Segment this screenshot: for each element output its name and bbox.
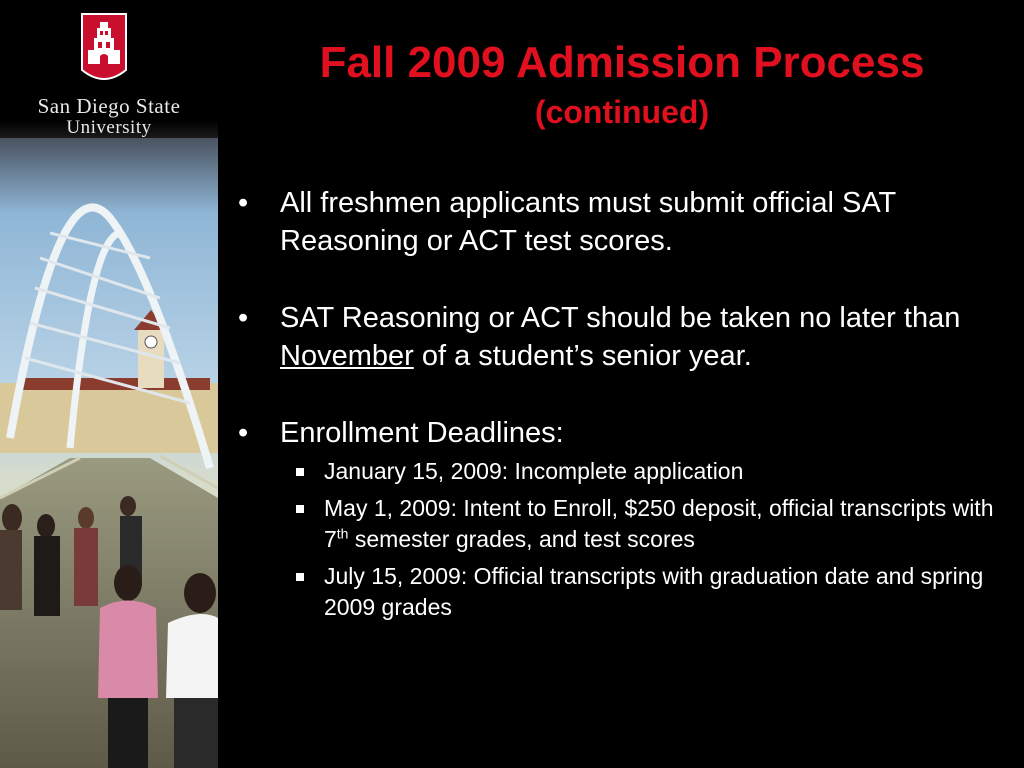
bullet-text-underlined: November [280,340,414,372]
sdsu-tower-emblem-icon [80,12,128,88]
bullet-text-before: SAT Reasoning or ACT should be taken no later than [280,302,961,334]
square-bullet-icon [296,573,304,581]
sub-bullet-item [280,456,1016,487]
bullet-dot-icon: • [238,187,249,219]
square-bullet-icon [296,468,304,476]
slide-subtitle: (continued) [534,94,710,130]
square-bullet-icon [296,505,304,513]
sub-bullet-item [280,561,1016,623]
bullet-dot-icon: • [238,302,249,334]
sub-bullet-item [280,493,1016,555]
bullet-dot-icon: • [238,417,249,449]
campus-bridge-photo [0,138,218,768]
bullet-text: All freshmen applicants must submit official SAT Reasoning or ACT test scores. [280,187,896,257]
sub-bullet-text-before: May 1, 2009: Intent to Enroll, $250 deposit, official transcripts with 7 [324,495,994,552]
deadline-list [280,456,1016,623]
bullet-text-after: of a student’s senior year. [413,340,752,372]
logo-line1: San Diego State [37,94,181,118]
ordinal-suffix: th [336,525,349,542]
bullet-text: Enrollment Deadlines: [280,417,564,449]
sub-bullet-text-after: semester grades, and test scores [348,526,695,552]
side-panel [0,0,218,768]
sdsu-logo [0,0,218,150]
sub-bullet-text: July 15, 2009: Official transcripts with graduation date and spring 2009 grades [324,563,984,620]
sub-bullet-text: January 15, 2009: Incomplete application [324,458,744,484]
slide-title: Fall 2009 Admission Process [319,38,925,87]
bullet-item [236,184,1016,260]
bullet-item [236,299,1016,375]
bullet-list [236,184,1016,629]
bullet-item [236,414,1016,452]
logo-line2: University [66,117,152,138]
